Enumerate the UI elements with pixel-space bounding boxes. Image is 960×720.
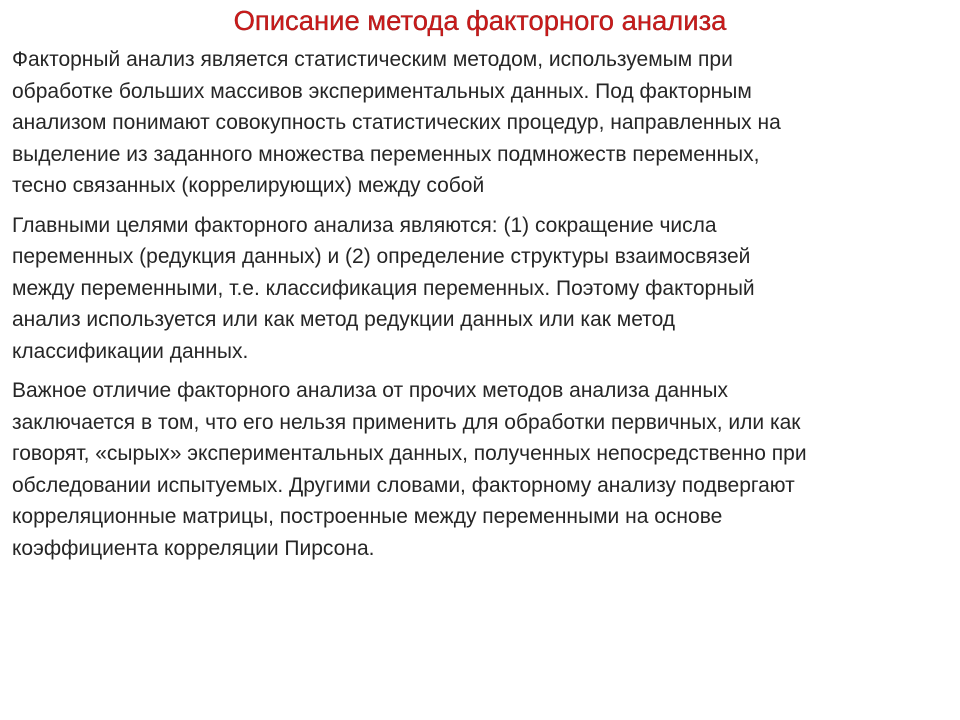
slide-title: Описание метода факторного анализа <box>233 5 727 36</box>
text-line: обследовании испытуемых. Другими словами, факторному анализу подвергают <box>12 473 795 497</box>
text-line: классификации данных. <box>12 339 249 363</box>
text-line: анализ используется или как метод редукции данных или как метод <box>12 308 676 331</box>
slide-body <box>12 44 948 572</box>
text-line: выделение из заданного множества переменных подмножеств переменных, <box>12 142 760 166</box>
text-line: обработке больших массивов экспериментальных данных. Под факторным <box>12 79 752 103</box>
text-line: тесно связанных (коррелирующих) между собой <box>12 174 485 197</box>
paragraph-definition <box>12 44 948 202</box>
text-line: заключается в том, что его нельзя применить для обработки первичных, или как <box>12 410 801 434</box>
text-line: Главными целями факторного анализа являются: (1) сокращение числа <box>12 213 717 237</box>
text-line: Важное отличие факторного анализа от прочих методов анализа данных <box>12 379 728 402</box>
text-line: переменных (редукция данных) и (2) определение структуры взаимосвязей <box>12 245 751 268</box>
text-line: между переменными, т.е. классификация переменных. Поэтому факторный <box>12 276 755 300</box>
text-line: коэффициента корреляции Пирсона. <box>12 536 375 560</box>
paragraph-goals <box>12 210 948 368</box>
paragraph-distinction <box>12 375 948 564</box>
text-line: говорят, «сырых» экспериментальных данных, полученных непосредственно при <box>12 442 807 465</box>
text-line: корреляционные матрицы, построенные между переменными на основе <box>12 505 723 528</box>
text-line: анализом понимают совокупность статистических процедур, направленных на <box>12 111 781 134</box>
text-line: Факторный анализ является статистическим методом, используемым при <box>12 48 733 71</box>
